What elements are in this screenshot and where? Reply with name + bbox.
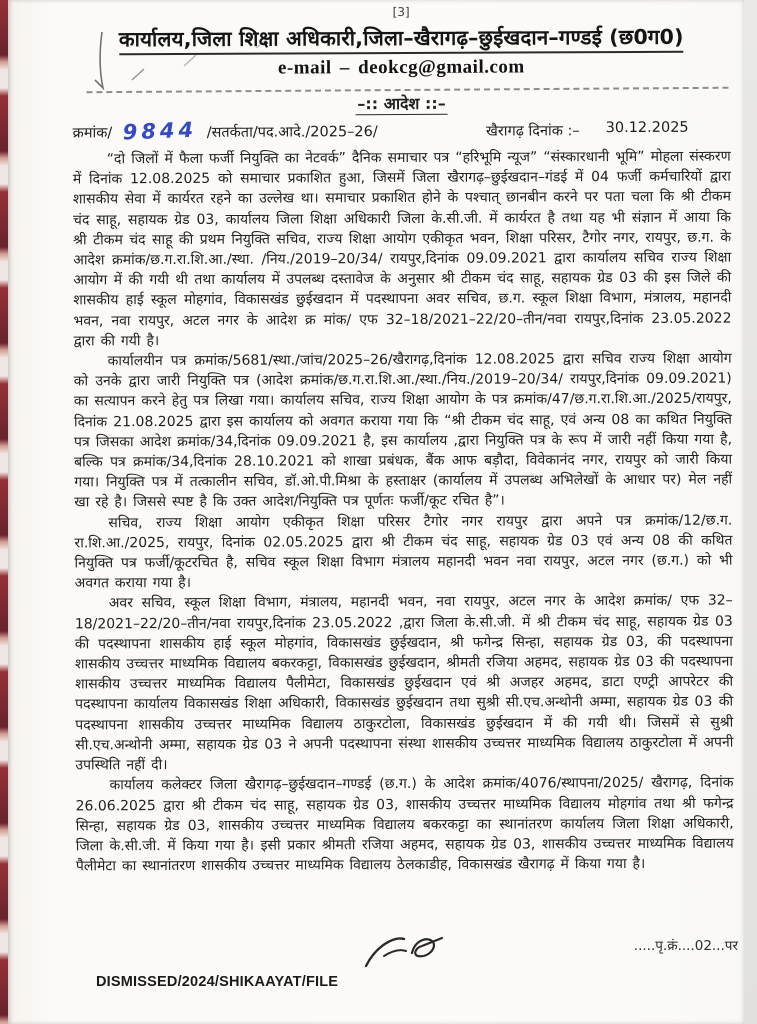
document-content	[72, 3, 734, 877]
paragraph-2: कार्यालयीन पत्र क्रमांक/5681/स्था./जांच/2025–26/खैरागढ़,दिनांक 12.08.2025 द्वारा सचिव राज्य शिक्षा आयोग को उनके द्वारा जारी नियुक्ति पत्र (आदेश क्रमांक/छ.ग.रा.शि.आ./स्था./निय./2019–20/34/ रायपुर,दिनांक 09.09.2021) का सत्यापन करने हेतु पत्र लिखा गया। कार्यालय सचिव, राज्य शिक्षा आयोग के पत्र क्रमांक/47/छ.ग.रा.शि.आ./2025/रायपुर, दिनांक 21.08.2025 द्वारा इस कार्यालय को अवगत कराया गया कि “श्री टीकम चंद साहू, एवं अन्य 08 का कथित नियुक्ति पत्र जिसका आदेश क्रमांक/34,दिनांक 09.09.2021 है, इस कार्यालय ,द्वारा नियुक्ति पत्र के रूप में जारी नहीं किया गया है, बल्कि पत्र क्रमांक/34,दिनांक 28.10.2021 को शाखा प्रबंधक, बैंक आफ बड़ौदा, विवेकानंद नगर, रायपुर को जारी किया गया। नियुक्ति पत्र में तत्कालीन सचिव, डॉ.ओ.पी.मिश्रा के हस्ताक्षर (कार्यालय में उपलब्ध अभिलेखों के आधार पर) मेल नहीं खा रहे है। जिससे स्पष्ट है कि उक्त आदेश/नियुक्ति पत्र पूर्णतः फर्जी/कूट रचित है”।	[73, 350, 733, 511]
paragraph-3: सचिव, राज्य शिक्षा आयोग एकीकृत शिक्षा परिसर टैगोर नगर रायपुर द्वारा अपने पत्र क्रमांक/12/छ.ग. रा.शि.आ./2025, रायपुर, दिनांक 02.05.2025 द्वारा श्री टीकम चंद साहू, सहायक ग्रेड 03 एवं अन्य 08 की कथित नियुक्ति पत्र फर्जी/कूटरचित है, सचिव स्कूल शिक्षा विभाग मंत्रालय महानदी भवन नवा रायपुर, अटल नगर (छ.ग.) को भी अवगत कराया गया है।	[74, 512, 733, 592]
ref-label: क्रमांक/	[72, 125, 113, 142]
email-line: e-mail – deokcg@gmail.com	[277, 56, 525, 79]
ref-suffix: /सतर्कता/पद.आदे./2025–26/	[206, 124, 378, 141]
document-page	[8, 0, 744, 1024]
page-number: [3]	[392, 4, 410, 20]
paragraph-4: अवर सचिव, स्कूल शिक्षा विभाग, मंत्रालय, महानदी भवन, नवा रायपुर, अटल नगर के आदेश क्रमांक/ एफ 32–18/2021–22/20–तीन/नवा रायपुर,दिनांक 23.05.2022 ,द्वारा जिला के.सी.जी. में श्री टीकम चंद साहू, सहायक ग्रेड 03 की पदस्थापना शासकीय हाई स्कूल मोहगांव, विकासखंड छुईखदान, श्री फगेन्द्र सिन्हा, सहायक ग्रेड 03, की पदस्थापना शासकीय उच्चत्तर माध्यमिक विद्यालय बकरकट्टा, विकासखंड छुईखदान, श्रीमती रजिया अहमद, सहायक ग्रेड 03 की पदस्थापना शासकीय उच्चत्तर माध्यमिक विद्यालय पैलीमेटा, विकासखंड छुईखदान एवं श्री अजहर अहमद, डाटा एण्ट्री आपरेटर की पदस्थापना कार्यालय विकासखंड शिक्षा अधिकारी, विकासखंड छुईखदान तथा सुश्री सी.एच.अन्थोनी अम्मा, सहायक ग्रेड 03 की पदस्थापना शासकीय उच्चत्तर माध्यमिक विद्यालय ठाकुरटोला, विकासखंड छुईखदान में की गयी थी। जिसमें से सुश्री सी.एच.अन्थोनी अम्मा, सहायक ग्रेड 03 ने अपनी पदस्थापना संस्था शासकीय उच्चत्तर माध्यमिक विद्यालय ठाकुरटोला में अपनी उपस्थिति नहीं दी।	[74, 593, 734, 774]
paragraph-1: “दो जिलों में फैला फर्जी नियुक्ति का नेटवर्क” दैनिक समाचार पत्र “हरिभूमि न्यूज” “संस्कारधानी भूमि” मोहला संस्करण में दिनांक 12.08.2025 को समाचार प्रकाशित हुआ, जिसमें जिला खैरागढ़–छुईखदान–गंडई में 04 फर्जी कर्मचारियों द्वारा शासकीय सेवा में कार्यरत रहने का उल्लेख था। समाचार प्रकाशित होने के पश्चात् छानबीन करने पर पता चला कि श्री टीकम चंद साहू, सहायक ग्रेड 03, कार्यालय जिला शिक्षा अधिकारी जिला के.सी.जी. में कार्यरत है तथा यह भी संज्ञान में आया कि श्री टीकम चंद साहू की प्रथम नियुक्ति सचिव, राज्य शिक्षा आयोग एकीकृत भवन, शिक्षा परिसर, टैगोर नगर, रायपुर, छ.ग. के आदेश क्रमांक/छ.ग.रा.शि.आ./स्था. /निय./2019–20/34/ रायपुर,दिनांक 09.09.2021 द्वारा कार्यालय सचिव राज्य शिक्षा आयोग में की गयी थी तथा कार्यालय में उपलब्ध दस्तावेज के अनुसार श्री टीकम चंद साहू, सहायक ग्रेड 03 की इस जिले की शासकीय हाई स्कूल मोहगांव, विकासखंड छुईखदान में पदस्थापना अवर सचिव, छ.ग. स्कूल शिक्षा विभाग, मंत्रालय, महानदी भवन, नवा रायपुर, अटल नगर के आदेश क्र मांक/ एफ 32–18/2021–22/20–तीन/नवा रायपुर,दिनांक 23.05.2022 द्वारा की गयी है।	[72, 148, 732, 350]
continued-page-ref: .....पृ.क्रं....02...पर	[633, 938, 738, 954]
scan-right-margin	[744, 0, 757, 1024]
place-date-group	[486, 120, 731, 141]
place-label: खैरागढ़ दिनांक :–	[485, 123, 580, 140]
paragraph-5: कार्यालय कलेक्टर जिला खैरागढ़–छुईखदान–गण्डई (छ.ग.) के आदेश क्रमांक/4076/स्थापना/2025/ खैरागढ़, दिनांक 26.06.2025 द्वारा श्री टीकम चंद साहू, सहायक ग्रेड 03, शासकीय उच्चत्तर माध्यमिक विद्यालय मोहगांव तथा श्री फगेन्द्र सिन्हा, सहायक ग्रेड 03, शासकीय उच्चत्तर माध्यमिक विद्यालय बकरकट्टा का स्थानांतरण कार्यालय जिला शिक्षा अधिकारी, जिला के.सी.जी. में किया गया है। इसी प्रकार श्रीमती रजिया अहमद, सहायक ग्रेड 03, शासकीय उच्चत्तर माध्यमिक विद्यालय पैलीमेटा का स्थानांतरण शासकीय उच्चत्तर माध्यमिक विद्यालय ठेलकाडीह, विकासखंड खैरागढ़ में किया गया है।	[75, 774, 734, 875]
order-heading: –:: आदेश ::–	[72, 93, 730, 116]
reference-line	[73, 116, 731, 143]
signature-icon	[360, 926, 450, 978]
order-body	[73, 147, 734, 877]
handwritten-ref-number: 9844	[121, 117, 198, 145]
office-title: कार्यालय,जिला शिक्षा अधिकारी,जिला–खैरागढ़–छुईखदान–गण्डई (छ0ग0)	[72, 24, 730, 54]
file-reference: DISMISSED/2024/SHIKAAYAT/FILE	[96, 974, 339, 990]
order-date: 30.12.2025	[605, 119, 689, 137]
